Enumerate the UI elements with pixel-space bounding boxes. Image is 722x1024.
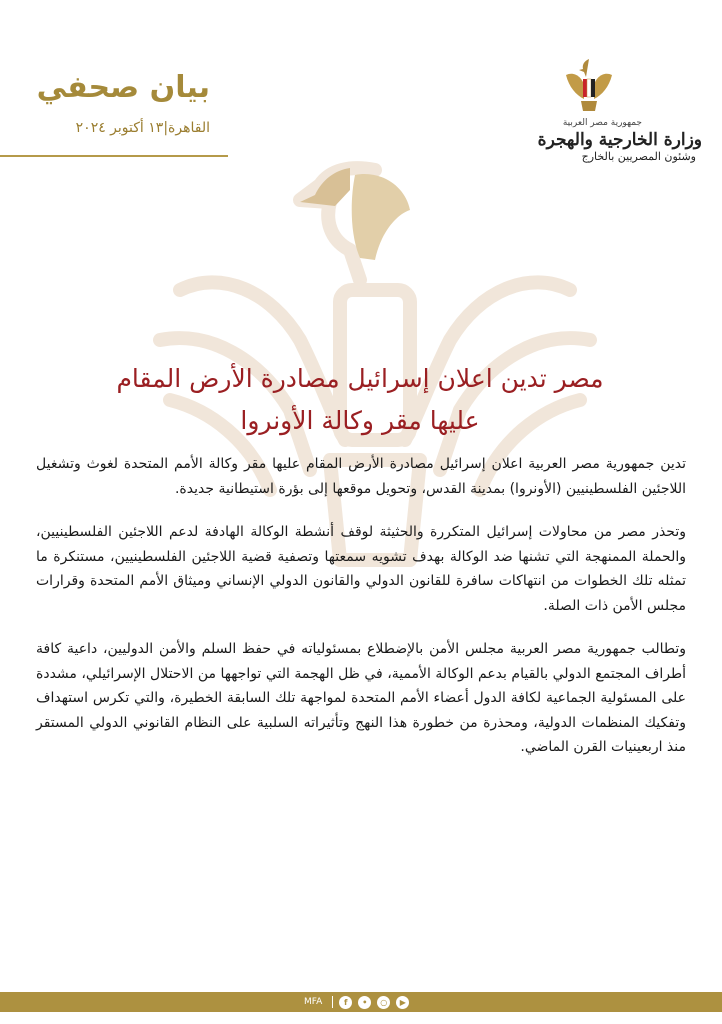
statement-body — [36, 452, 686, 779]
press-release-date: القاهرة|١٣ أكتوبر ٢٠٢٤ — [75, 120, 210, 136]
headline — [80, 358, 640, 442]
headline-line-1: مصر تدين اعلان إسرائيل مصادرة الأرض المقام — [116, 364, 604, 393]
paragraph: وتطالب جمهورية مصر العربية مجلس الأمن بالإضطلاع بمسئولياته في حفظ السلم والأمن الدوليين، داعية كافة أطراف المجتمع الدولي بالقيام بدعم الوكالة الأممية، في ظل الهجمة التي تواجهها من الاحتلال الإسرائيلي، مشددة على المسئولية الجماعية لكافة الدول أعضاء الأمم المتحدة لمواجهة تلك السابقة الخطيرة، والتي تكرس استهداف وتفكيك المنظمات الدولية، ومحذرة من خطورة هذا النهج وتأثيراته السلبية على النظام القانوني الدولي المستقر منذ اربعينيات القرن الماضي. — [36, 641, 686, 755]
facebook-icon[interactable]: f — [339, 996, 352, 1009]
egypt-eagle-emblem-icon — [564, 55, 614, 115]
press-release-title: بيان صحفي — [36, 70, 210, 105]
social-links — [304, 994, 409, 1010]
header-divider — [0, 155, 228, 157]
paragraph: وتحذر مصر من محاولات إسرائيل المتكررة والحثيثة لوقف أنشطة الوكالة الهادفة لدعم اللاجئين الفلسطينيين، والحملة الممنهجة التي تشنها ضد الوكالة بهدف تشويه سمعتها وتصفية قضية اللاجئين الفلسطينيين، مستنكرة ما تمثله تلك الخطوات من انتهاكات سافرة للقانون الدولي والقانون الدولي الإنساني وميثاق الأمم المتحدة وقرارات مجلس الأمن ذات الصلة. — [36, 524, 686, 614]
paragraph: تدين جمهورية مصر العربية اعلان إسرائيل مصادرة الأرض المقام عليها مقر وكالة الأمم المتحدة لغوث وتشغيل اللاجئين الفلسطينيين (الأونروا) بمدينة القدس، وتحويل موقعها إلى بؤرة استيطانية جديدة. — [36, 456, 686, 497]
ministry-subtitle: وشئون المصريين بالخارج — [581, 150, 696, 163]
ministry-name: وزارة الخارجية والهجرة — [537, 130, 702, 150]
headline-line-2: عليها مقر وكالة الأونروا — [240, 406, 480, 435]
youtube-icon[interactable]: ▶ — [396, 996, 409, 1009]
footer-separator — [332, 996, 333, 1008]
ministry-logo — [492, 118, 702, 163]
instagram-icon[interactable]: ○ — [377, 996, 390, 1009]
ministry-country: جمهورية مصر العربية — [562, 118, 642, 128]
footer-handle: MFA — [304, 997, 323, 1007]
twitter-icon[interactable]: • — [358, 996, 371, 1009]
